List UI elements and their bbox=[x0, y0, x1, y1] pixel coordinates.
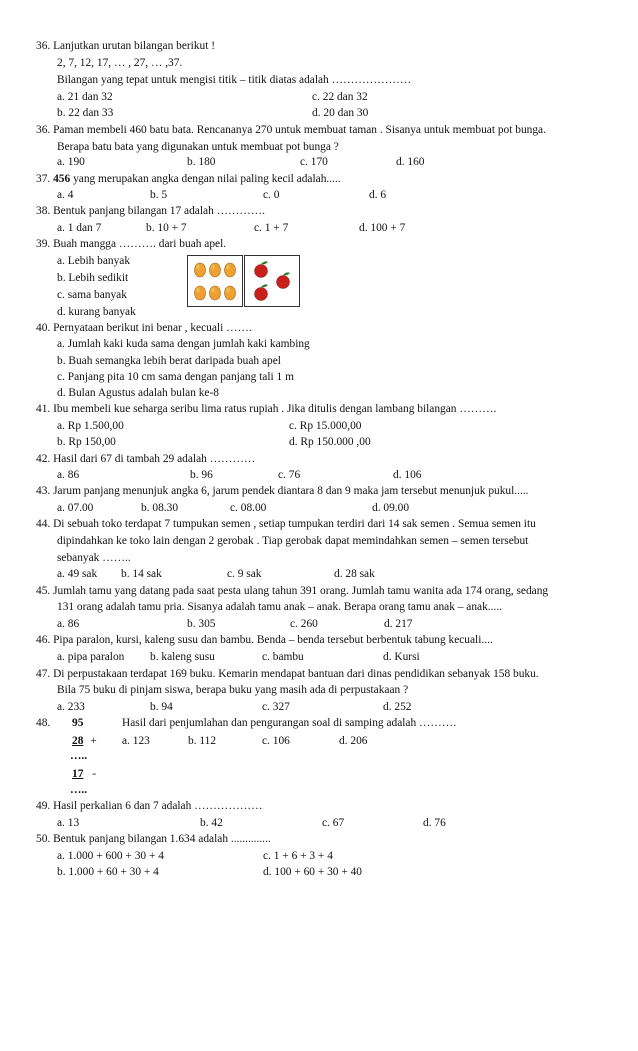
q48-number: 48. bbox=[36, 717, 51, 729]
q37-option-b: b. 5 bbox=[150, 189, 168, 201]
apple-icon bbox=[245, 256, 299, 306]
q45-option-b: b. 305 bbox=[187, 618, 216, 630]
mango-icon bbox=[195, 286, 206, 300]
q48-second-number bbox=[72, 734, 97, 749]
q47-option-b: b. 94 bbox=[150, 701, 173, 713]
q40-option-c: c. Panjang pita 10 cm sama dengan panjang tali 1 m bbox=[57, 371, 294, 383]
q47-option-c: c. 327 bbox=[262, 701, 290, 713]
q46-option-a: a. pipa paralon bbox=[57, 651, 125, 663]
q43-option-d: d. 09.00 bbox=[372, 502, 410, 514]
q40-option-b: b. Buah semangka lebih berat daripada buah apel bbox=[57, 355, 281, 367]
q42-stem: 42. Hasil dari 67 di tambah 29 adalah ………… bbox=[36, 453, 256, 465]
mango-icon bbox=[225, 263, 236, 277]
q49-option-a: a. 13 bbox=[57, 817, 80, 829]
q50-option-d: d. 100 + 60 + 30 + 40 bbox=[263, 866, 363, 878]
q46-option-c: c. bambu bbox=[262, 651, 304, 663]
q44-option-c: c. 9 sak bbox=[227, 568, 262, 580]
q43-stem: 43. Jarum panjang menunjuk angka 6, jarum pendek diantara 8 dan 9 maka jam tersebut menunjuk pukul..... bbox=[36, 485, 529, 497]
apple-box bbox=[244, 255, 300, 307]
q38-stem: 38. Bentuk panjang bilangan 17 adalah …………. bbox=[36, 205, 266, 217]
q43-option-a: a. 07.00 bbox=[57, 502, 94, 514]
q49-option-d: d. 76 bbox=[423, 817, 446, 829]
q41-option-b: b. Rp 150,00 bbox=[57, 436, 116, 448]
q43-option-c: c. 08.00 bbox=[230, 502, 267, 514]
q36b-stem2: Berapa batu bata yang digunakan untuk membuat pot bunga ? bbox=[57, 141, 339, 153]
q45-stem2: 131 orang adalah tamu pria. Sisanya adalah tamu anak – anak. Berapa orang tamu anak – anak..... bbox=[57, 601, 503, 613]
q36b-option-c: c. 170 bbox=[300, 156, 328, 168]
q45-stem: 45. Jumlah tamu yang datang pada saat pesta ulang tahun 391 orang. Jumlah tamu wanita ada 174 orang, sedang bbox=[36, 585, 549, 597]
q47-stem: 47. Di perpustakaan terdapat 169 buku. Kemarin mendapat bantuan dari dinas pendidikan sebanyak 158 buku. bbox=[36, 668, 539, 680]
q47-option-d: d. 252 bbox=[383, 701, 412, 713]
q41-option-d: d. Rp 150.000 ,00 bbox=[289, 436, 371, 448]
apple-icon bbox=[255, 288, 268, 301]
q48-option-c: c. 106 bbox=[262, 735, 290, 747]
q44-stem3: sebanyak …….. bbox=[57, 552, 131, 564]
q46-option-d: d. Kursi bbox=[383, 651, 420, 663]
q48-second-value: 28 bbox=[72, 735, 84, 747]
q47-stem2: Bila 75 buku di pinjam siswa, berapa buku yang masih ada di perpustakaan ? bbox=[57, 684, 409, 696]
mango-icon bbox=[195, 263, 206, 277]
q48-dots-2: ….. bbox=[70, 784, 88, 796]
q36a-option-d: d. 20 dan 30 bbox=[312, 107, 369, 119]
q36b-option-d: d. 160 bbox=[396, 156, 425, 168]
q47-option-a: a. 233 bbox=[57, 701, 85, 713]
q36a-option-c: c. 22 dan 32 bbox=[312, 91, 368, 103]
q48-third-value: 17 bbox=[72, 768, 84, 780]
q42-option-b: b. 96 bbox=[190, 469, 213, 481]
q36b-stem: 36. Paman membeli 460 batu bata. Rencananya 270 untuk membuat taman . Sisanya untuk membuat pot bunga. bbox=[36, 124, 546, 136]
q48-stem: Hasil dari penjumlahan dan pengurangan soal di samping adalah ………. bbox=[122, 717, 457, 729]
q37-rest: yang merupakan angka dengan nilai paling kecil adalah..... bbox=[73, 173, 341, 185]
q38-option-c: c. 1 + 7 bbox=[254, 222, 289, 234]
q48-third-number bbox=[72, 767, 96, 782]
mango-box bbox=[187, 255, 243, 307]
q37-stem bbox=[36, 172, 341, 187]
q48-option-a: a. 123 bbox=[122, 735, 150, 747]
apple-icon bbox=[255, 265, 268, 278]
q36a-option-a: a. 21 dan 32 bbox=[57, 91, 113, 103]
q46-stem: 46. Pipa paralon, kursi, kaleng susu dan bambu. Benda – benda tersebut berbentuk tabung kecuali.... bbox=[36, 634, 493, 646]
q41-stem: 41. Ibu membeli kue seharga seribu lima ratus rupiah . Jika ditulis dengan lambang bilangan ………. bbox=[36, 403, 497, 415]
q48-dots-1: ….. bbox=[70, 750, 88, 762]
q44-option-a: a. 49 sak bbox=[57, 568, 98, 580]
q39-stem: 39. Buah mangga ………. dari buah apel. bbox=[36, 238, 227, 250]
q48-plus-sign: + bbox=[90, 735, 97, 747]
q37-number: 37. bbox=[36, 173, 51, 185]
q41-option-a: a. Rp 1.500,00 bbox=[57, 420, 124, 432]
q36a-stem: 36. Lanjutkan urutan bilangan berikut ! bbox=[36, 40, 216, 52]
mango-icon bbox=[188, 256, 242, 306]
q45-option-a: a. 86 bbox=[57, 618, 80, 630]
q50-stem: 50. Bentuk panjang bilangan 1.634 adalah .............. bbox=[36, 833, 271, 845]
q42-option-c: c. 76 bbox=[278, 469, 301, 481]
q49-stem: 49. Hasil perkalian 6 dan 7 adalah ……………… bbox=[36, 800, 263, 812]
mango-icon bbox=[210, 263, 221, 277]
mango-icon bbox=[225, 286, 236, 300]
q39-option-b: b. Lebih sedikit bbox=[57, 272, 129, 284]
q41-option-c: c. Rp 15.000,00 bbox=[289, 420, 362, 432]
q36a-option-b: b. 22 dan 33 bbox=[57, 107, 114, 119]
q40-option-d: d. Bulan Agustus adalah bulan ke-8 bbox=[57, 387, 219, 399]
q42-option-d: d. 106 bbox=[393, 469, 422, 481]
q38-option-d: d. 100 + 7 bbox=[359, 222, 406, 234]
q48-option-b: b. 112 bbox=[188, 735, 217, 747]
q37-option-c: c. 0 bbox=[263, 189, 280, 201]
q43-option-b: b. 08.30 bbox=[141, 502, 179, 514]
q40-option-a: a. Jumlah kaki kuda sama dengan jumlah kaki kambing bbox=[57, 338, 310, 350]
q44-option-b: b. 14 sak bbox=[121, 568, 162, 580]
q40-stem: 40. Pernyataan berikut ini benar , kecuali ……. bbox=[36, 322, 252, 334]
q45-option-c: c. 260 bbox=[290, 618, 318, 630]
q37-option-a: a. 4 bbox=[57, 189, 74, 201]
q48-option-d: d. 206 bbox=[339, 735, 368, 747]
q45-option-d: d. 217 bbox=[384, 618, 413, 630]
q42-option-a: a. 86 bbox=[57, 469, 80, 481]
q48-first-number: 95 bbox=[72, 717, 84, 729]
q50-option-a: a. 1.000 + 600 + 30 + 4 bbox=[57, 850, 164, 862]
apple-icon bbox=[277, 276, 290, 289]
q46-option-b: b. kaleng susu bbox=[150, 651, 215, 663]
q36b-option-a: a. 190 bbox=[57, 156, 85, 168]
q37-option-d: d. 6 bbox=[369, 189, 387, 201]
q36a-ask: Bilangan yang tepat untuk mengisi titik – titik diatas adalah ………………… bbox=[57, 74, 412, 86]
q37-bold-number: 456 bbox=[53, 173, 71, 185]
q49-option-b: b. 42 bbox=[200, 817, 223, 829]
q50-option-b: b. 1.000 + 60 + 30 + 4 bbox=[57, 866, 159, 878]
q48-minus-sign: - bbox=[92, 768, 97, 780]
q44-option-d: d. 28 sak bbox=[334, 568, 375, 580]
mango-icon bbox=[210, 286, 221, 300]
q44-stem2: dipindahkan ke toko lain dengan 2 gerobak . Tiap gerobak dapat memindahkan semen – semen tersebut bbox=[57, 535, 529, 547]
q36a-sequence: 2, 7, 12, 17, … , 27, … ,37. bbox=[57, 57, 183, 69]
q39-option-a: a. Lebih banyak bbox=[57, 255, 131, 267]
q50-option-c: c. 1 + 6 + 3 + 4 bbox=[263, 850, 333, 862]
q44-stem: 44. Di sebuah toko terdapat 7 tumpukan semen , setiap tumpukan terdiri dari 14 sak semen . Semua semen itu bbox=[36, 518, 536, 530]
q39-option-d: d. kurang banyak bbox=[57, 306, 136, 318]
q49-option-c: c. 67 bbox=[322, 817, 345, 829]
q39-option-c: c. sama banyak bbox=[57, 289, 127, 301]
q38-option-b: b. 10 + 7 bbox=[146, 222, 187, 234]
q38-option-a: a. 1 dan 7 bbox=[57, 222, 102, 234]
q36b-option-b: b. 180 bbox=[187, 156, 216, 168]
